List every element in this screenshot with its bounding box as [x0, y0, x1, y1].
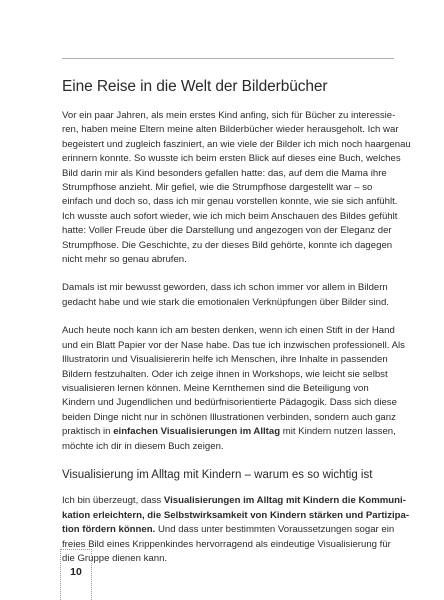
top-rule: [62, 58, 394, 59]
text-line: beiden Dinge nicht nur in schönen Illustrationen verbinden, sondern auch ganz: [62, 411, 396, 423]
text-line: Auch heute noch kann ich am besten denken, wenn ich einen Stift in der Hand: [62, 325, 395, 337]
text-line: die Gruppe dienen kann.: [62, 552, 168, 564]
page-number-box: [60, 549, 92, 600]
text-line: hatte: Voller Freude über die Darstellung und angezogen von der Eleganz der: [62, 225, 392, 237]
bold-phrase: tion fördern können.: [62, 524, 156, 536]
bold-phrase: einfachen Visualisierungen im Alltag: [113, 426, 281, 438]
text-line: visualisieren lernen können. Meine Kernthemen sind die Beteiligung von: [62, 382, 369, 394]
bold-phrase: kation erleichtern, die Selbstwirksamkeit von Kindern stärken und Partizipa-: [62, 509, 410, 521]
text-line: [62, 523, 398, 537]
text-line: [62, 494, 406, 508]
text-line: nicht mehr so genau abrufen.: [62, 254, 187, 266]
paragraph-4: [62, 494, 410, 566]
text-line: einfach und doch so, dass ich mir genau vorstellen konnte, wie sie sich anfühlt.: [62, 196, 398, 208]
text-line: Illustratorin und Visualisiererin helfe ich Menschen, ihre Inhalte in passenden: [62, 354, 388, 366]
text-line: Bildern festzuhalten. Oder ich zeige ihnen in Workshops, wie leicht sie selbst: [62, 368, 388, 380]
text-line: [62, 425, 398, 439]
text-line: Kindern und Jugendlichen und bedürfnisorientierte Pädagogik. Dass sich diese: [62, 397, 397, 409]
text-line: gedacht habe und wie stark die emotionalen Verknüpfungen über Bilder sind.: [62, 296, 389, 308]
text-run: praktisch in: [62, 426, 114, 438]
text-line: ren, haben meine Eltern meine alten Bilderbücher wieder herausgeholt. Ich war: [62, 124, 399, 136]
text-line: möchte ich dir in diesem Buch zeigen.: [62, 440, 224, 452]
bold-phrase: Visualisierungen im Alltag mit Kindern die Kommuni-: [163, 495, 406, 507]
paragraph-3: [62, 324, 405, 454]
page-number: 10: [70, 566, 82, 578]
text-line: freies Bild eines Krippenkindes hervorragend als eindeutige Visualisierung für: [62, 538, 391, 550]
text-line: und ein Blatt Papier vor der Nase habe. Das tue ich inzwischen professionell. Als: [62, 339, 405, 351]
body-text: [62, 109, 411, 580]
text-line: begeistert und zugleich fasziniert, an wie viele der Bilder ich mich noch haargenau: [62, 138, 411, 150]
text-line: Strumpfhose. Die Geschichte, zu der dieses Bild gehörte, konnte ich dagegen: [62, 239, 393, 251]
text-line: Vor ein paar Jahren, als mein erstes Kind anfing, sich für Bücher zu interessie-: [62, 110, 396, 121]
text-line: [62, 509, 410, 523]
text-run: Und dass unter bestimmten Voraussetzungen sogar ein: [155, 524, 395, 536]
text-line: erinnern konnte. So wusste ich beim ersten Blick auf dieses eine Buch, welches: [62, 153, 401, 165]
text-line: Damals ist mir bewusst geworden, dass ich schon immer vor allem in Bildern: [62, 282, 388, 294]
paragraph-1: [62, 109, 411, 267]
paragraph-2: [62, 281, 398, 310]
text-run: Ich bin überzeugt, dass: [62, 495, 164, 507]
section-subheading: Visualisierung im Alltag mit Kindern – warum es so wichtig ist: [62, 468, 373, 481]
chapter-title: Eine Reise in die Welt der Bilderbücher: [62, 78, 328, 95]
text-line: Strumpfhose anzieht. Mir gefiel, wie die Strumpfhose dargestellt war – so: [62, 182, 373, 194]
text-line: Ich wusste auch sofort wieder, wie ich mich beim Anschauen des Bildes gefühlt: [62, 210, 398, 222]
text-line: Bild darin mir als Kind besonders gefallen hatte: das, auf dem die Mama ihre: [62, 167, 387, 179]
text-run: mit Kindern nutzen lassen,: [280, 426, 396, 438]
